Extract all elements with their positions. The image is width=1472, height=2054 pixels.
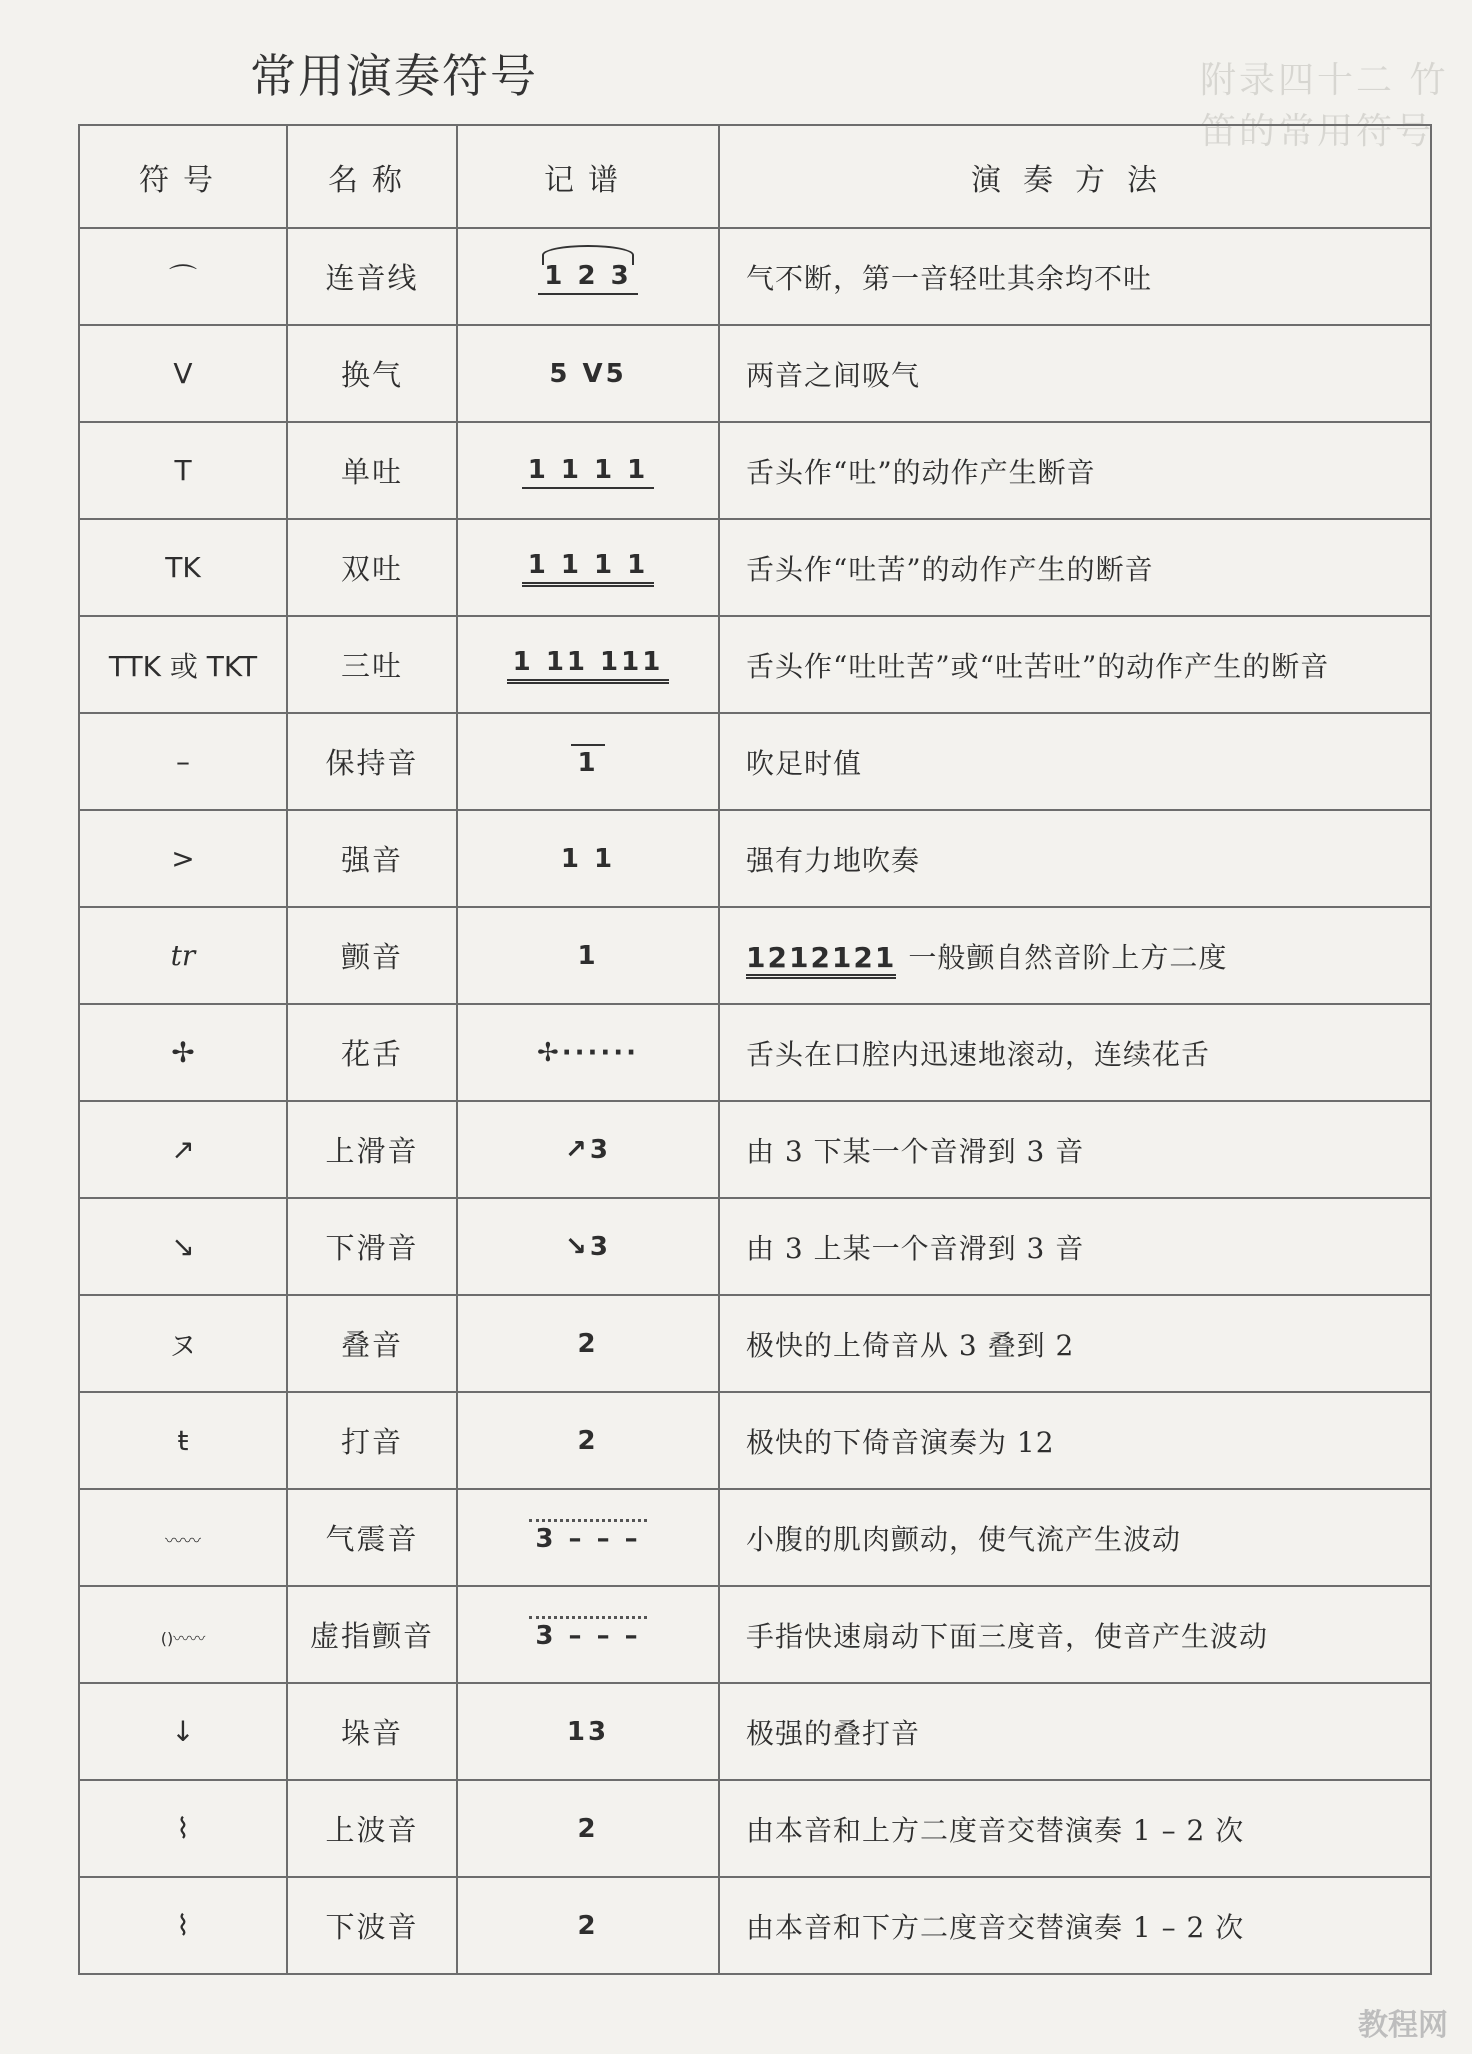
name-cell: 换气 [287, 325, 457, 422]
notation-text: ↘3 [565, 1231, 611, 1262]
table-row [79, 907, 1431, 1004]
table-row [79, 228, 1431, 325]
table-row [79, 616, 1431, 713]
notation-text: 3 – – – [529, 1519, 646, 1556]
table-row [79, 1780, 1431, 1877]
name-cell: 连音线 [287, 228, 457, 325]
method-cell: 由本音和下方二度音交替演奏 1 – 2 次 [719, 1877, 1431, 1974]
trill-figure: 1212121 [746, 941, 896, 979]
symbol-cell [79, 1683, 287, 1780]
symbol-cell [79, 1004, 287, 1101]
method-cell: 舌头作“吐吐苦”或“吐苦吐”的动作产生的断音 [719, 616, 1431, 713]
notation-cell [457, 519, 719, 616]
symbol-cell [79, 422, 287, 519]
name-cell: 下波音 [287, 1877, 457, 1974]
notation-cell [457, 713, 719, 810]
page-title: 常用演奏符号 [250, 49, 538, 103]
trill-symbol: tr [170, 939, 196, 972]
upper-mordent-symbol: ⌇ [176, 1812, 190, 1845]
triple-tongue-symbol: TTK 或 TKT [108, 649, 258, 683]
performance-symbols-table [78, 124, 1432, 1975]
slur-symbol: ⌒ [168, 261, 197, 295]
finger-vibrato-symbol: ()〰〰 [160, 1629, 206, 1648]
symbol-cell [79, 519, 287, 616]
symbol-cell [79, 1780, 287, 1877]
table-row [79, 1683, 1431, 1780]
notation-text: ↗3 [565, 1134, 611, 1165]
lower-mordent-symbol: ⌇ [176, 1909, 190, 1942]
notation-text: 1 [577, 940, 599, 971]
name-cell: 保持音 [287, 713, 457, 810]
method-cell: 舌头在口腔内迅速地滚动，连续花舌 [719, 1004, 1431, 1101]
method-cell: 由 3 下某一个音滑到 3 音 [719, 1101, 1431, 1198]
table-row [79, 1392, 1431, 1489]
symbol-cell [79, 616, 287, 713]
symbol-cell [79, 1392, 287, 1489]
notation-text: 1 1 1 1 [522, 453, 655, 489]
notation-cell [457, 325, 719, 422]
notation-text: 1 11 111 [507, 645, 670, 684]
watermark: 教程网 [1358, 2008, 1448, 2043]
method-cell: 手指快速扇动下面三度音，使音产生波动 [719, 1586, 1431, 1683]
symbol-cell [79, 1101, 287, 1198]
name-cell: 花舌 [287, 1004, 457, 1101]
table-row [79, 1004, 1431, 1101]
notation-text: 5 V5 [549, 358, 627, 389]
header-name: 名称 [287, 125, 457, 228]
method-cell: 极快的上倚音从 3 叠到 2 [719, 1295, 1431, 1392]
symbol-cell [79, 810, 287, 907]
single-tongue-symbol: T [174, 454, 192, 487]
symbol-cell [79, 1295, 287, 1392]
table-header-row [79, 125, 1431, 228]
notation-text: 1 1 1 1 [522, 548, 655, 587]
notation-cell [457, 1780, 719, 1877]
method-cell: 极快的下倚音演奏为 12 [719, 1392, 1431, 1489]
method-cell: 由本音和上方二度音交替演奏 1 – 2 次 [719, 1780, 1431, 1877]
notation-cell [457, 1004, 719, 1101]
symbol-cell [79, 228, 287, 325]
notation-cell [457, 422, 719, 519]
name-cell: 垛音 [287, 1683, 457, 1780]
header-notation: 记谱 [457, 125, 719, 228]
notation-text: 1 2 3 [538, 259, 637, 295]
method-text: 一般颤自然音阶上方二度 [908, 940, 1228, 974]
table-row [79, 1101, 1431, 1198]
glide-up-symbol: ↗ [171, 1133, 195, 1166]
notation-text: 2 [577, 1425, 599, 1456]
name-cell: 打音 [287, 1392, 457, 1489]
bleed-through-text: 附录四十二 竹笛的常用符号 [1200, 60, 1449, 152]
method-cell: 舌头作“吐”的动作产生断音 [719, 422, 1431, 519]
breath-vibrato-symbol: 〰〰 [165, 1531, 201, 1552]
name-cell: 颤音 [287, 907, 457, 1004]
method-cell: 强有力地吹奏 [719, 810, 1431, 907]
tenuto-symbol: – [176, 745, 190, 778]
table-row [79, 810, 1431, 907]
grace-up-symbol: ヌ [168, 1328, 197, 1362]
notation-text: 13 [566, 1716, 610, 1747]
notation-cell [457, 1392, 719, 1489]
name-cell: 气震音 [287, 1489, 457, 1586]
name-cell: 强音 [287, 810, 457, 907]
symbol-cell [79, 907, 287, 1004]
name-cell: 三吐 [287, 616, 457, 713]
header-symbol: 符号 [79, 125, 287, 228]
name-cell: 单吐 [287, 422, 457, 519]
notation-text: 1 [571, 744, 604, 780]
table-row [79, 713, 1431, 810]
symbol-cell [79, 1877, 287, 1974]
symbol-cell [79, 1489, 287, 1586]
table-row [79, 325, 1431, 422]
table-row [79, 1198, 1431, 1295]
method-cell: 气不断，第一音轻吐其余均不吐 [719, 228, 1431, 325]
table-row [79, 1295, 1431, 1392]
table-row [79, 422, 1431, 519]
notation-cell [457, 1877, 719, 1974]
method-cell [719, 907, 1431, 1004]
method-cell: 吹足时值 [719, 713, 1431, 810]
method-cell: 小腹的肌肉颤动，使气流产生波动 [719, 1489, 1431, 1586]
flutter-tongue-symbol: ✢ [171, 1036, 195, 1069]
notation-text: 2 [577, 1910, 599, 1941]
notation-cell [457, 228, 719, 325]
table-row [79, 1586, 1431, 1683]
table-row [79, 1877, 1431, 1974]
name-cell: 双吐 [287, 519, 457, 616]
name-cell: 下滑音 [287, 1198, 457, 1295]
stacked-grace-symbol: ↓ [171, 1715, 195, 1748]
notation-cell [457, 1489, 719, 1586]
name-cell: 虚指颤音 [287, 1586, 457, 1683]
notation-cell [457, 1586, 719, 1683]
notation-text: 1 1 [560, 843, 616, 874]
notation-cell [457, 1101, 719, 1198]
notation-cell [457, 1683, 719, 1780]
notation-cell [457, 907, 719, 1004]
glide-down-symbol: ↘ [171, 1230, 195, 1263]
breath-symbol: V [173, 357, 193, 390]
symbol-cell [79, 713, 287, 810]
method-cell: 极强的叠打音 [719, 1683, 1431, 1780]
name-cell: 上波音 [287, 1780, 457, 1877]
table-row [79, 1489, 1431, 1586]
method-cell: 由 3 上某一个音滑到 3 音 [719, 1198, 1431, 1295]
notation-cell [457, 1198, 719, 1295]
method-cell: 舌头作“吐苦”的动作产生的断音 [719, 519, 1431, 616]
symbol-cell [79, 325, 287, 422]
method-cell: 两音之间吸气 [719, 325, 1431, 422]
notation-cell [457, 1295, 719, 1392]
notation-text: 2 [577, 1328, 599, 1359]
notation-text: 3 – – – [529, 1616, 646, 1653]
notation-cell [457, 616, 719, 713]
name-cell: 叠音 [287, 1295, 457, 1392]
table-row [79, 519, 1431, 616]
accent-symbol: > [171, 842, 195, 875]
symbol-cell [79, 1198, 287, 1295]
name-cell: 上滑音 [287, 1101, 457, 1198]
notation-text: 2 [577, 1813, 599, 1844]
grace-down-symbol: ŧ [177, 1424, 189, 1457]
double-tongue-symbol: TK [165, 551, 201, 584]
notation-text: ✢······ [536, 1037, 640, 1068]
symbol-cell [79, 1586, 287, 1683]
notation-cell [457, 810, 719, 907]
header-method: 演奏方法 [719, 125, 1431, 228]
